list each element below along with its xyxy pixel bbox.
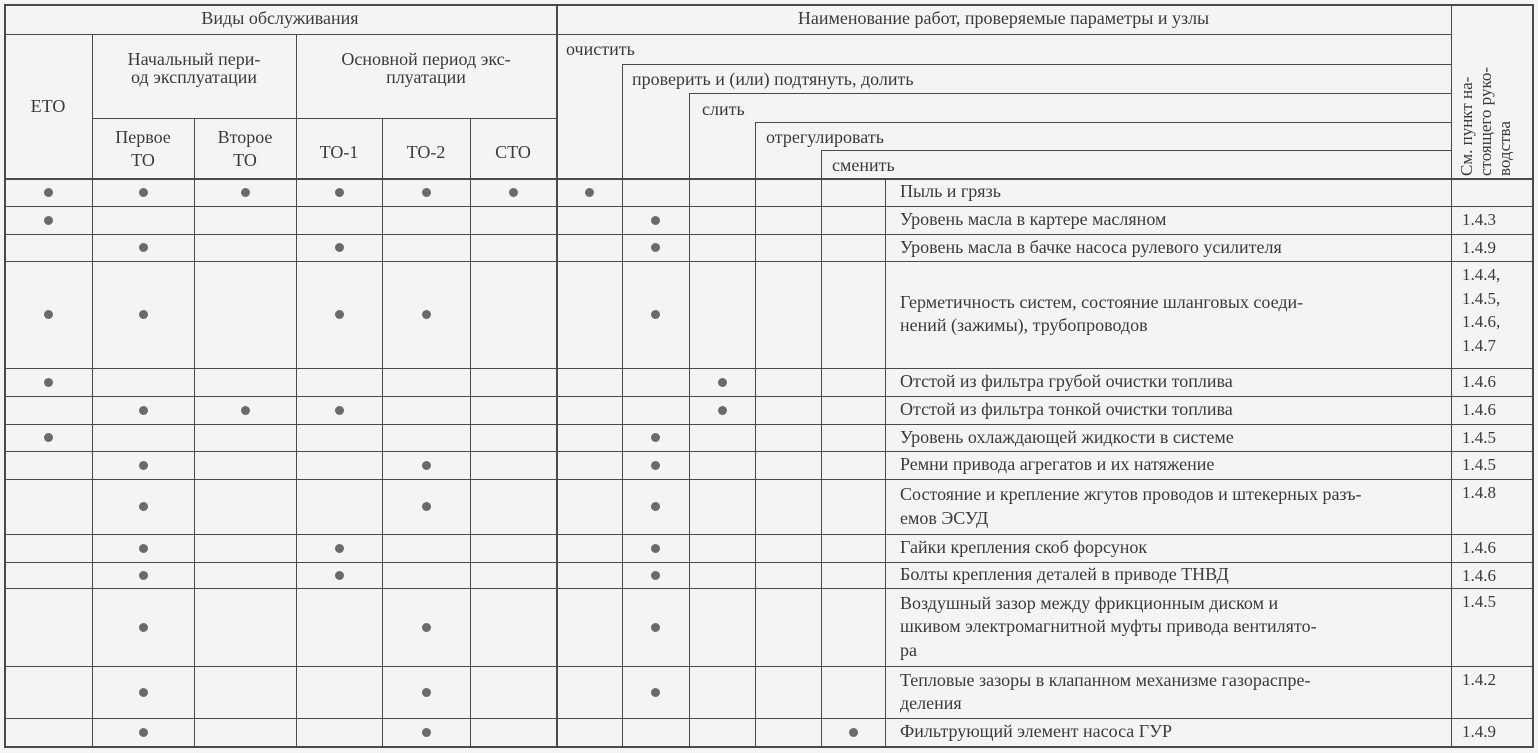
row-reference-line: 1.4.6: [1462, 372, 1496, 391]
mark-dot: [422, 728, 431, 737]
mark-dot: [335, 188, 344, 197]
mark-dot: [651, 461, 660, 470]
grid-line: [4, 718, 1532, 719]
grid-line: [296, 34, 297, 178]
mark-dot: [139, 571, 148, 580]
row-reference-line: 1.4.2: [1462, 670, 1496, 689]
header-works-title: Наименование работ, проверяемые параметры и узлы: [797, 8, 1210, 28]
row-reference: [1462, 426, 1496, 450]
row-description-line: емов ЭСУД: [900, 507, 989, 528]
row-description-line: Пыль и грязь: [900, 181, 1001, 201]
mark-dot: [241, 188, 250, 197]
row-reference: [1462, 536, 1496, 560]
mark-dot: [44, 216, 53, 225]
header-ref-line1: См. пункт на-: [1457, 76, 1476, 176]
header-sto: СТО: [495, 142, 531, 162]
row-reference-line: 1.4.7: [1462, 335, 1496, 355]
row-reference: [1462, 720, 1496, 744]
row-description: [900, 592, 1445, 663]
row-description: [900, 236, 1445, 260]
grid-line: [92, 178, 93, 746]
mark-dot: [139, 502, 148, 511]
header-first-to: [92, 126, 194, 172]
mark-dot: [509, 188, 518, 197]
mark-dot: [335, 310, 344, 319]
header-ref-line3: водства: [1495, 121, 1514, 176]
grid-line: [4, 368, 1532, 369]
row-description-line: Отстой из фильтра тонкой очистки топлива: [900, 399, 1233, 419]
mark-dot: [422, 688, 431, 697]
row-description: [900, 398, 1445, 422]
row-description-line: шкивом электромагнитной муфты привода вентилято-: [900, 616, 1317, 637]
mark-dot: [44, 378, 53, 387]
row-reference-line: 1.4.6: [1462, 400, 1496, 419]
header-op-check: проверить и (или) подтянуть, долить: [632, 69, 914, 89]
mark-dot: [44, 433, 53, 442]
grid-line: [755, 122, 1451, 123]
mark-dot: [241, 406, 250, 415]
mark-dot: [585, 188, 594, 197]
row-reference-line: 1.4.3: [1462, 210, 1496, 229]
row-description: [900, 426, 1445, 450]
row-description-line: Состояние и крепление жгутов проводов и штекерных разъ-: [900, 484, 1362, 504]
grid-line: [194, 178, 195, 746]
row-description-line: нений (зажимы), трубопроводов: [900, 315, 1148, 335]
mark-dot: [651, 243, 660, 252]
mark-dot: [651, 688, 660, 697]
grid-line: [4, 666, 1532, 667]
grid-line: [556, 34, 1451, 35]
row-description-line: Гайки крепления скоб форсунок: [900, 537, 1148, 557]
header-second-to-line1: Второе: [217, 127, 273, 147]
row-reference: [1462, 453, 1496, 477]
row-description: [900, 669, 1445, 716]
row-description: [900, 180, 1445, 204]
row-reference: [1462, 564, 1496, 588]
grid-line: [382, 178, 383, 746]
row-description: [900, 453, 1445, 477]
grid-line: [4, 396, 1532, 397]
mark-dot: [651, 502, 660, 511]
mark-dot: [651, 623, 660, 632]
row-reference: [1462, 590, 1496, 614]
mark-dot: [139, 728, 148, 737]
mark-dot: [422, 502, 431, 511]
row-reference-line: 1.4.5: [1462, 592, 1496, 611]
row-description-line: деления: [900, 693, 962, 713]
header-op-drain: слить: [702, 99, 745, 119]
grid-line: [92, 118, 556, 119]
row-description-line: Болты крепления деталей в приводе ТНВД: [900, 564, 1229, 584]
header-eto: ЕТО: [30, 96, 66, 116]
grid-line: [296, 178, 297, 746]
row-description: [900, 483, 1445, 530]
row-reference-line: 1.4.4,: [1462, 265, 1501, 284]
grid-line: [4, 206, 1532, 207]
mark-dot: [139, 688, 148, 697]
grid-line: [689, 93, 690, 746]
mark-dot: [139, 461, 148, 470]
row-reference: [1462, 370, 1496, 394]
mark-dot: [651, 216, 660, 225]
row-reference: [1462, 668, 1496, 692]
header-second-to-line2: ТО: [233, 150, 257, 170]
mark-dot: [422, 188, 431, 197]
header-initial-period-line1: Начальный пери-: [127, 49, 261, 69]
row-reference-line: 1.4.6: [1462, 538, 1496, 557]
row-reference: [1462, 398, 1496, 422]
row-description-line: ра: [900, 639, 917, 660]
row-description: [900, 563, 1445, 587]
grid-line: [755, 122, 756, 746]
row-description: [900, 536, 1445, 560]
grid-line: [382, 118, 383, 178]
grid-line: [622, 64, 1451, 65]
header-to2: ТО-2: [406, 142, 446, 162]
grid-line: [4, 746, 1532, 748]
header-first-to-line2: ТО: [131, 150, 155, 170]
header-to1: ТО-1: [319, 142, 359, 162]
grid-line: [821, 150, 822, 746]
grid-line: [4, 4, 1532, 6]
grid-line: [470, 118, 471, 178]
row-description: [900, 720, 1445, 744]
grid-line: [1451, 4, 1452, 746]
row-reference-line: 1.4.5,: [1462, 288, 1501, 308]
grid-line: [470, 178, 471, 746]
row-reference: [1462, 236, 1496, 260]
row-reference-line: 1.4.6,: [1462, 312, 1501, 331]
mark-dot: [651, 571, 660, 580]
row-reference-line: 1.4.5: [1462, 455, 1496, 474]
grid-line: [622, 64, 623, 746]
grid-line: [885, 178, 886, 746]
row-description-line: Уровень масла в картере масляном: [900, 209, 1167, 229]
header-main-period-line2: плуатации: [386, 67, 466, 87]
mark-dot: [139, 243, 148, 252]
header-ref: [1457, 67, 1514, 176]
grid-line: [4, 4, 6, 746]
mark-dot: [44, 188, 53, 197]
header-first-to-line1: Первое: [115, 127, 171, 147]
mark-dot: [139, 623, 148, 632]
row-description-line: Фильтрующий элемент насоса ГУР: [900, 721, 1172, 741]
row-description-line: Уровень масла в бачке насоса рулевого усилителя: [900, 236, 1282, 257]
row-reference: [1462, 263, 1500, 357]
grid-line: [821, 150, 1451, 151]
header-main-period-line1: Основной период экс-: [341, 49, 511, 69]
mark-dot: [651, 433, 660, 442]
grid-line: [556, 4, 558, 746]
mark-dot: [139, 188, 148, 197]
mark-dot: [335, 571, 344, 580]
header-initial-period-line2: од эксплуатации: [130, 67, 258, 87]
row-description: [900, 370, 1445, 394]
mark-dot: [849, 728, 858, 737]
grid-line: [4, 34, 92, 35]
header-second-to: [194, 126, 296, 172]
mark-dot: [651, 310, 660, 319]
row-description: [900, 291, 1445, 338]
header-initial-period: [92, 50, 296, 86]
row-description: [900, 208, 1445, 232]
row-description-line: Уровень охлаждающей жидкости в системе: [900, 426, 1234, 447]
grid-line: [4, 451, 1532, 452]
grid-line: [1532, 4, 1534, 748]
header-op-replace: сменить: [832, 155, 895, 175]
header-ref-line2: стоящего руко-: [1476, 66, 1495, 176]
mark-dot: [422, 461, 431, 470]
mark-dot: [651, 544, 660, 553]
grid-line: [92, 34, 556, 35]
grid-line: [92, 34, 93, 178]
mark-dot: [718, 406, 727, 415]
grid-line: [4, 534, 1532, 535]
row-reference-line: 1.4.9: [1462, 238, 1496, 257]
header-op-adjust: отрегулировать: [766, 127, 884, 147]
grid-line: [4, 588, 1532, 589]
row-description-line: Воздушный зазор между фрикционным диском и: [900, 592, 1279, 613]
mark-dot: [44, 310, 53, 319]
grid-line: [4, 479, 1532, 480]
mark-dot: [335, 243, 344, 252]
mark-dot: [422, 310, 431, 319]
mark-dot: [335, 544, 344, 553]
row-description-line: Ремни привода агрегатов и их натяжение: [900, 454, 1215, 474]
mark-dot: [718, 378, 727, 387]
row-reference: [1462, 481, 1496, 505]
grid-line: [194, 118, 195, 178]
mark-dot: [139, 406, 148, 415]
mark-dot: [139, 310, 148, 319]
row-reference: [1462, 208, 1496, 232]
header-op-clean: очистить: [566, 39, 635, 59]
row-description-line: Отстой из фильтра грубой очистки топлива: [900, 371, 1233, 391]
header-service-types: Виды обслуживания: [201, 8, 359, 28]
row-reference-line: 1.4.8: [1462, 483, 1496, 502]
mark-dot: [335, 406, 344, 415]
mark-dot: [422, 623, 431, 632]
row-reference-line: 1.4.9: [1462, 722, 1496, 741]
header-main-period: [296, 50, 556, 86]
row-description-line: Тепловые зазоры в клапанном механизме газораспре-: [900, 669, 1311, 690]
grid-line: [4, 261, 1532, 262]
row-reference-line: 1.4.6: [1462, 566, 1496, 585]
row-description-line: Герметичность систем, состояние шланговых соеди-: [900, 291, 1304, 312]
row-reference-line: 1.4.5: [1462, 428, 1496, 447]
grid-line: [689, 93, 1451, 94]
mark-dot: [139, 544, 148, 553]
